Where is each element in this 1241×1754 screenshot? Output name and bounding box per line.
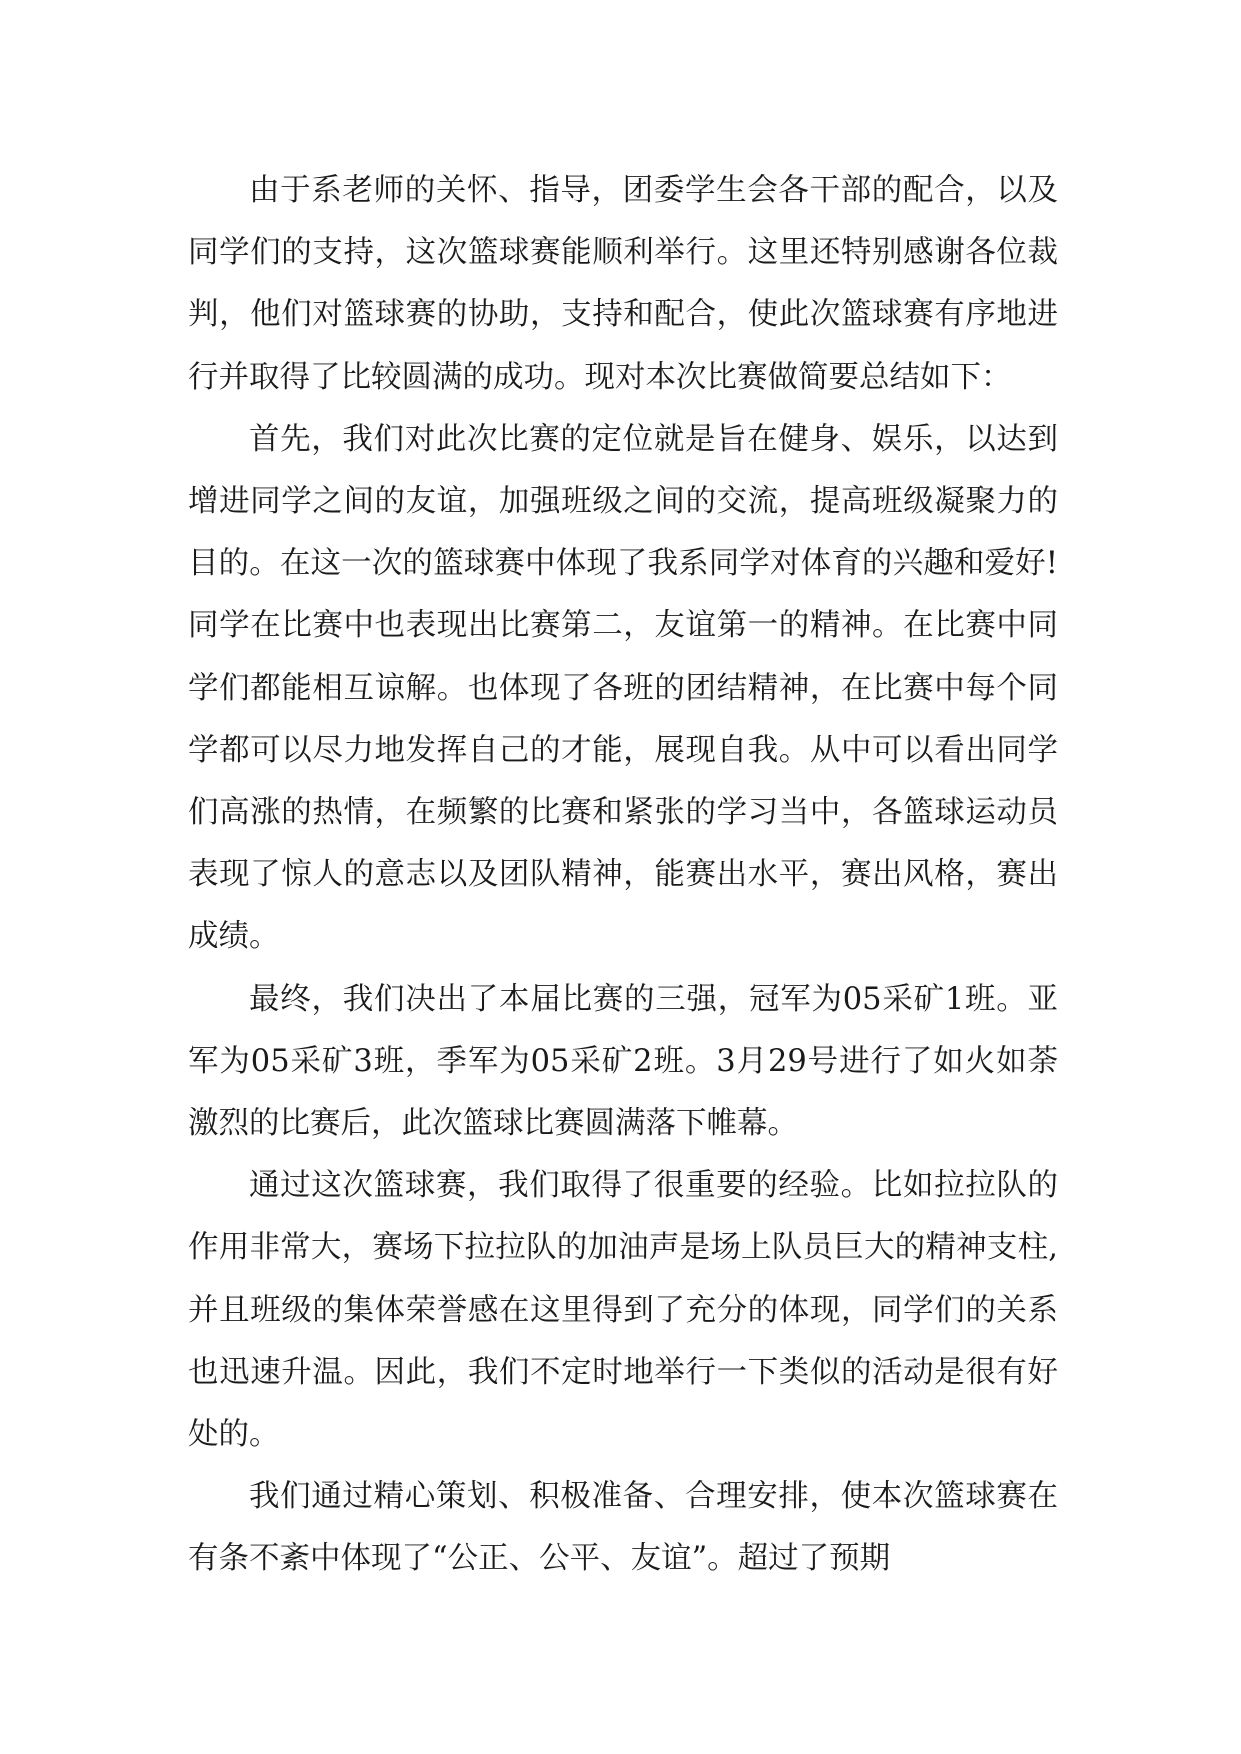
paragraph-purpose: 首先，我们对此次比赛的定位就是旨在健身、娱乐，以达到增进同学之间的友谊，加强班级之间的交流，提高班级凝聚力的目的。在这一次的篮球赛中体现了我系同学对体育的兴趣和爱好!同学在比赛中也表现出比赛第二，友谊第一的精神。在比赛中同学们都能相互谅解。也体现了各班的团结精神，在比赛中每个同学都可以尽力地发挥自己的才能，展现自我。从中可以看出同学们高涨的热情，在频繁的比赛和紧张的学习当中，各篮球运动员表现了惊人的意志以及团队精神，能赛出水平，赛出风格，赛出成绩。	[188, 421, 1058, 955]
paragraph-acknowledgements: 由于系老师的关怀、指导，团委学生会各干部的配合，以及同学们的支持，这次篮球赛能顺利举行。这里还特别感谢各位裁判，他们对篮球赛的协助，支持和配合，使此次篮球赛有序地进行并取得了比较圆满的成功。现对本次比赛做简要总结如下：	[188, 173, 1058, 395]
paragraph-results: 最终，我们决出了本届比赛的三强，冠军为05采矿1班。亚军为05采矿3班，季军为05采矿2班。3月29号进行了如火如荼激烈的比赛后，此次篮球比赛圆满落下帷幕。	[188, 981, 1058, 1142]
paragraph-conclusion: 我们通过精心策划、积极准备、合理安排，使本次篮球赛在有条不紊中体现了“公正、公平、友谊”。超过了预期	[188, 1479, 1058, 1577]
paragraph-experience: 通过这次篮球赛，我们取得了很重要的经验。比如拉拉队的作用非常大，赛场下拉拉队的加油声是场上队员巨大的精神支柱,并且班级的集体荣誉感在这里得到了充分的体现，同学们的关系也迅速升温。因此，我们不定时地举行一下类似的活动是很有好处的。	[188, 1168, 1058, 1453]
document-body	[188, 160, 1058, 1591]
